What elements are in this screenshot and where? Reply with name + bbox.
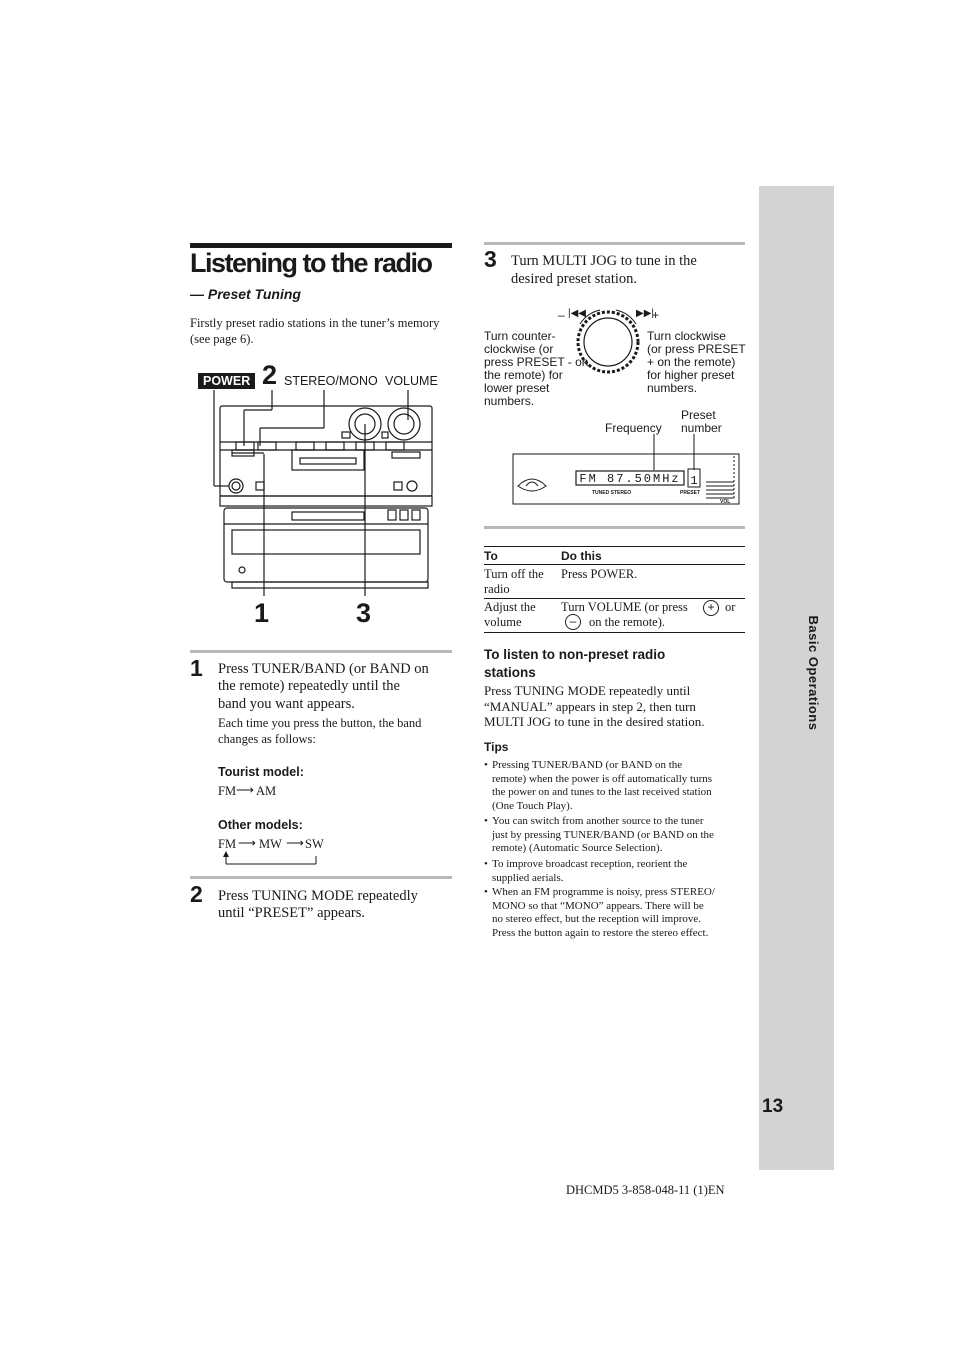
table-bottom-rule [484, 632, 745, 633]
step-1-text-1: Press TUNER/BAND (or BAND on [218, 661, 429, 677]
step-2-text-1: Press TUNING MODE repeatedly [218, 888, 418, 904]
band-cycle-loop-arrow [220, 850, 320, 866]
table-row-1-do: Press POWER. [561, 567, 638, 581]
display-readout: FM 87.50MHz [579, 472, 681, 486]
bullet-icon: • [484, 759, 488, 771]
tip-item: To improve broadcast reception, reorient the supplied aerials. [492, 858, 688, 884]
jog-plus-label: + [652, 308, 660, 322]
other-band-mw: MW [259, 837, 282, 851]
skip-forward-icon: ▶▶| [636, 308, 654, 319]
step-2-number: 2 [190, 881, 203, 907]
table-row-2-do-a: Turn VOLUME (or press [561, 600, 688, 614]
table-row-1-to: Turn off the radio [484, 567, 544, 596]
step-1-note-1: Each time you press the button, the band [218, 716, 422, 730]
table-header-do-this: Do this [561, 549, 602, 563]
step-1-text-2: the remote) repeatedly until the [218, 678, 400, 694]
tourist-band-am: AM [256, 784, 277, 798]
page-title: Listening to the radio [190, 248, 432, 278]
table-row-2-do-c: on the remote). [589, 615, 666, 629]
step-3-text-1: Turn MULTI JOG to tune in the [511, 253, 697, 269]
tourist-model-heading: Tourist model: [218, 765, 304, 779]
stereo-system-illustration [196, 390, 436, 596]
step-1-text-3: band you want appears. [218, 696, 355, 712]
step-1-note-2: changes as follows: [218, 732, 316, 746]
jog-right-caption: Turn clockwise (or press PRESET + on the remote) for higher preset numbers. [647, 329, 746, 395]
table-header-rule [484, 564, 745, 565]
tuner-display-panel [512, 434, 742, 506]
step-1-number: 1 [190, 655, 203, 681]
arrow-right-icon: ⟶ [238, 836, 256, 850]
frequency-label: Frequency [605, 421, 662, 435]
section-label: Basic Operations [806, 615, 821, 731]
diagram-step-1-marker: 1 [254, 598, 270, 628]
preset-number-label: Preset number [681, 408, 722, 435]
volume-minus-button-icon: – [565, 614, 581, 630]
tip-item: Pressing TUNER/BAND (or BAND on the remote) when the power is off automatically turns the power on and tunes to the last received station (One Touch Play). [492, 759, 713, 812]
step-2-rule [190, 876, 452, 879]
tip-item: You can switch from another source to the tuner just by pressing TUNER/BAND (or BAND on the remote) (Automatic Source Selection). [492, 815, 714, 854]
document-footer: DHCMD5 3-858-048-11 (1)EN [566, 1183, 725, 1197]
step-3-number: 3 [484, 246, 497, 272]
volume-plus-button-icon: + [703, 600, 719, 616]
step-3-text-2: desired preset station. [511, 271, 638, 287]
table-row-2-to: Adjust the volume [484, 600, 536, 629]
tourist-band-fm: FM [218, 784, 237, 798]
skip-back-icon: |◀◀ [568, 308, 586, 319]
table-header-to: To [484, 549, 498, 563]
bullet-icon: • [484, 815, 488, 827]
bullet-icon: • [484, 858, 488, 870]
diagram-step-3-marker: 3 [356, 598, 372, 628]
jog-left-caption: Turn counter- clockwise (or press PRESET - on the remote) for lower preset numbers. [484, 329, 589, 408]
step-3-rule [484, 242, 745, 245]
arrow-right-icon: ⟶ [286, 836, 304, 850]
table-row-2-do-or: or [725, 600, 736, 614]
other-band-fm: FM [218, 837, 237, 851]
display-preset-indicator: PRESET [680, 490, 701, 496]
table-top-rule [484, 546, 745, 547]
jog-minus-label: – [558, 308, 565, 322]
tip-item: When an FM programme is noisy, press STEREO/ MONO so that “MONO” appears. There will be no stereo effect, but the reception will improve. Press the button again to restore the stereo effect. [492, 886, 715, 939]
step-2-text-2: until “PRESET” appears. [218, 905, 365, 921]
other-band-sw: SW [305, 837, 324, 851]
power-label: POWER [198, 373, 255, 389]
section-rule [484, 526, 745, 529]
diagram-step-2-marker: 2 [262, 360, 278, 390]
tips-heading: Tips [484, 740, 509, 754]
stereo-mono-label: STEREO/MONO [284, 374, 378, 388]
step-1-rule [190, 650, 452, 653]
non-preset-heading: To listen to non-preset radio stations [484, 647, 666, 680]
display-vol-indicator: VOL [720, 499, 731, 505]
page-number: 13 [762, 1096, 784, 1117]
bullet-icon: • [484, 886, 488, 898]
other-models-heading: Other models: [218, 818, 303, 832]
arrow-right-icon: ⟶ [236, 783, 254, 797]
volume-label: VOLUME [385, 374, 438, 388]
display-tuned-stereo: TUNED STEREO [592, 490, 632, 496]
intro-paragraph: Firstly preset radio stations in the tuner’s memory (see page 6). [190, 316, 440, 346]
page-subtitle: — Preset Tuning [190, 286, 301, 302]
table-row-rule [484, 598, 745, 599]
non-preset-body: Press TUNING MODE repeatedly until “MANUAL” appears in step 2, then turn MULTI JOG to tune in the desired station. [484, 683, 705, 729]
display-preset-digit: 1 [690, 474, 698, 488]
